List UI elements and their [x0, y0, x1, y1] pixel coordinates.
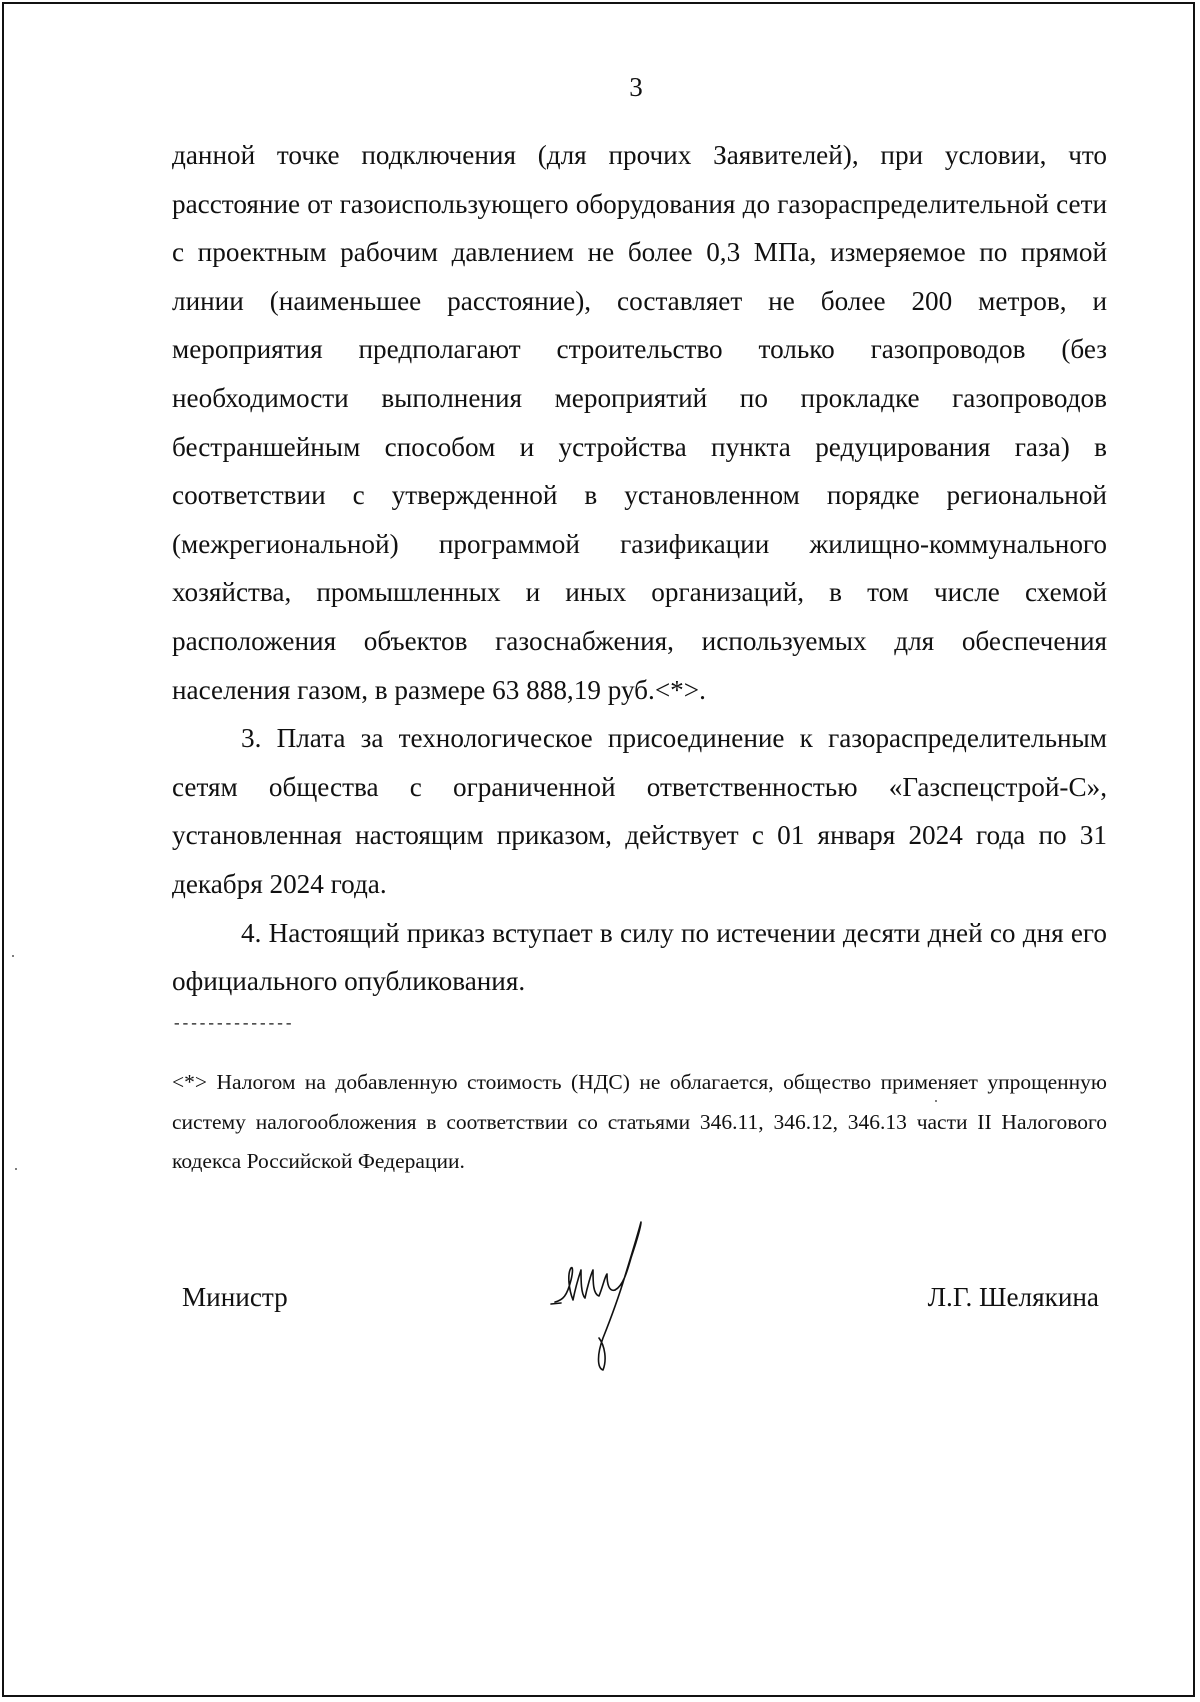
handwritten-signature [545, 1210, 705, 1380]
paragraph-continuation: данной точке подключения (для прочих Заявителей), при условии, что расстояние от газоиспользующего оборудования до газораспределительной сети с проектным рабочим давлением не более 0,3 МПа, измеряемое по прямой линии (наименьшее расстояние), составляет не более 200 метров, и мероприятия предполагают строительство только газопроводов (без необходимости выполнения мероприятий по прокладке газопроводов бестраншейным способом и устройства пункта редуцирования газа) в соответствии с утвержденной в установленном порядке региональной (межрегиональной) программой газификации жилищно-коммунального хозяйства, промышленных и иных организаций, в том числе схемой расположения объектов газоснабжения, используемых для обеспечения населения газом, в размере 63 888,19 руб.<*>. [172, 140, 1107, 705]
scan-speck [935, 1100, 937, 1102]
signatory-position: Министр [182, 1282, 288, 1312]
page-number: 3 [629, 72, 643, 102]
document-body [172, 131, 1107, 1006]
signatory-name: Л.Г. Шелякина [927, 1282, 1099, 1312]
scan-speck [12, 955, 14, 957]
footnote-separator: -------------- [172, 1015, 293, 1033]
footnote: <*> Налогом на добавленную стоимость (НДС) не облагается, общество применяет упрощенную систему налогообложения в соответствии со статьями 346.11, 346.12, 346.13 части II Налогового кодекса Российской Федерации. [172, 1070, 1107, 1174]
paragraph-3: 3. Плата за технологическое присоединение к газораспределительным сетям общества с ограниченной ответственностью «Газспецстрой-С», установленная настоящим приказом, действует с 01 января 2024 года по 31 декабря 2024 года. [172, 723, 1107, 899]
scan-speck [15, 1168, 17, 1170]
paragraph-4: 4. Настоящий приказ вступает в силу по истечении десяти дней со дня его официального опубликования. [172, 917, 1107, 997]
